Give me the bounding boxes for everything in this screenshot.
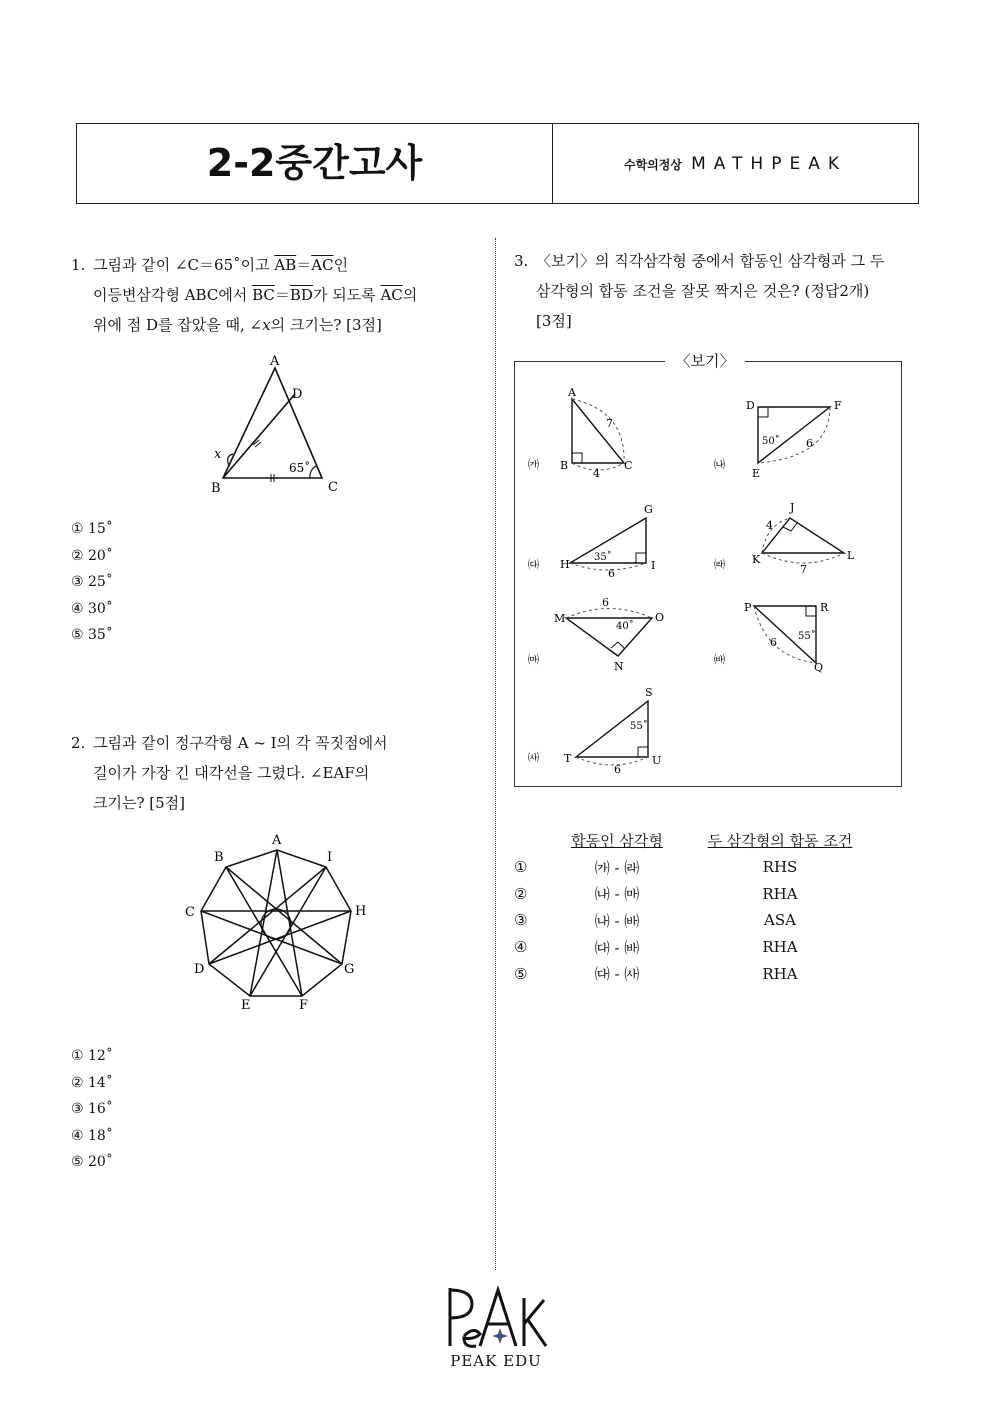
star-icon (492, 1328, 508, 1344)
vertex-c: C (185, 905, 195, 920)
vertex-b: B (211, 481, 221, 496)
tri-ma-n: N (614, 660, 624, 673)
vertex-a: A (272, 833, 282, 848)
question-2 (71, 728, 481, 818)
q1-choices (71, 516, 113, 649)
q1-choice-1[interactable]: ① 15˚ (71, 521, 113, 537)
vertex-e: E (241, 998, 251, 1013)
tri-sa-s: S (645, 686, 653, 699)
q2-choice-4[interactable]: ④ 18˚ (71, 1127, 113, 1144)
tri-na-f: F (834, 399, 842, 412)
q2-text: 크기는? [5점] (93, 794, 186, 812)
vertex-h: H (355, 904, 367, 919)
header-box (76, 123, 919, 204)
q1-choice-4[interactable]: ④ 30˚ (71, 600, 113, 617)
table-row[interactable] (512, 907, 880, 934)
tri-ga-a: A (568, 386, 576, 399)
tri-ra-side4: 4 (766, 519, 773, 532)
q1-text: 이등변삼각형 ABC에서 (93, 286, 253, 304)
q1-text: 의 (402, 286, 418, 304)
q1-text: 가 되도록 (312, 286, 381, 304)
q1-text: 인 (333, 256, 349, 274)
bogi-triangles (514, 361, 902, 787)
q2-choices (71, 1043, 113, 1176)
table-row[interactable] (512, 854, 880, 881)
row-pair: ㈎ - ㈑ (594, 858, 640, 877)
vertex-b: B (214, 850, 224, 865)
q2-choice-2[interactable]: ② 14˚ (71, 1074, 113, 1091)
tri-na-side6: 6 (806, 437, 813, 450)
tri-ma-side6: 6 (602, 596, 609, 609)
table-row[interactable] (512, 881, 880, 908)
q3-number: 3. (514, 252, 529, 270)
vertex-i: I (327, 850, 333, 865)
table-row[interactable] (512, 934, 880, 961)
q1-choice-3[interactable]: ③ 25˚ (71, 574, 113, 590)
tri-na-e: E (752, 467, 761, 480)
tri-ra-l: L (847, 549, 855, 562)
segment-ac: $\overline{AC}$ (311, 256, 334, 274)
tri-sa-angle: 55˚ (630, 721, 648, 732)
row-condition: RHA (762, 884, 798, 903)
brand (553, 124, 918, 203)
angle-x: x (214, 447, 222, 462)
vertex-g: G (344, 962, 355, 977)
brand-name: MATHPEAK (691, 154, 847, 174)
tag-na: ㈏ (714, 458, 725, 471)
tri-ba-angle: 55˚ (798, 631, 816, 642)
question-1 (71, 250, 481, 340)
tri-ra-side7: 7 (800, 563, 807, 576)
q1-eq: ＝ (296, 256, 312, 274)
q3-text: 〈보기〉의 직각삼각형 중에서 합동인 삼각형과 그 두 (536, 252, 885, 270)
row-pair: ㈏ - ㈒ (594, 885, 640, 904)
logo-text: PEAK EDU (450, 1352, 542, 1370)
row-condition: RHS (762, 858, 798, 877)
q3-text: [3점] (536, 312, 572, 330)
tri-ra-j: J (790, 501, 795, 514)
column-divider (495, 238, 496, 1270)
row-number: ③ (514, 911, 528, 930)
segment-ac: $\overline{AC}$ (380, 286, 403, 304)
tag-da: ㈐ (528, 558, 539, 571)
tri-da-angle: 35˚ (594, 552, 612, 563)
tag-sa: ㈔ (528, 751, 539, 764)
tri-da-g: G (644, 503, 653, 516)
vertex-d: D (292, 387, 303, 402)
row-number: ② (514, 884, 528, 903)
tri-ga-side4: 4 (593, 467, 600, 480)
q1-x-var: x (262, 316, 271, 334)
q2-choice-3[interactable]: ③ 16˚ (71, 1101, 113, 1117)
vertex-f: F (299, 998, 309, 1013)
row-number: ④ (514, 938, 528, 957)
tri-da-h: H (560, 558, 570, 571)
row-number: ⑤ (514, 964, 528, 983)
q1-choice-5[interactable]: ⑤ 35˚ (71, 627, 113, 643)
tri-ga-side7: 7 (606, 417, 613, 430)
bogi-title: 〈보기〉 (665, 350, 745, 372)
tri-sa-u: U (652, 754, 662, 767)
tri-sa-side6: 6 (614, 763, 621, 776)
brand-sub: 수학의정상 (624, 158, 682, 172)
tag-ra: ㈑ (714, 558, 725, 571)
q2-nonagon-figure (180, 828, 380, 1018)
q1-number: 1. (71, 256, 86, 274)
q2-choice-5[interactable]: ⑤ 20˚ (71, 1154, 113, 1170)
tag-ga: ㈎ (528, 458, 539, 471)
q1-text: 위에 점 D를 잡았을 때, ∠ (93, 316, 263, 334)
tri-na-angle: 50˚ (762, 436, 780, 447)
table-row[interactable] (512, 960, 880, 987)
q1-text: 그림과 같이 ∠C＝65˚이고 (93, 256, 275, 274)
tri-ma-angle: 40˚ (616, 621, 634, 632)
segment-ab: $\overline{AB}$ (274, 256, 297, 274)
q2-number: 2. (71, 734, 86, 752)
tri-da-i: I (651, 559, 656, 572)
row-condition: RHA (762, 964, 798, 983)
q1-eq: ＝ (274, 286, 290, 304)
tri-ra-k: K (752, 553, 761, 566)
q1-triangle-figure (200, 350, 350, 498)
segment-bd: $\overline{BD}$ (289, 286, 313, 304)
tag-ba: ㈓ (714, 653, 725, 666)
tri-da-side6: 6 (608, 567, 615, 580)
question-3 (514, 246, 924, 336)
row-number: ① (514, 858, 528, 877)
vertex-d: D (194, 962, 205, 977)
row-condition: RHA (762, 938, 798, 957)
tri-ma-o: O (655, 611, 665, 624)
tri-ga-b: B (560, 459, 569, 472)
col-header-pair: 합동인 삼각형 (571, 831, 663, 850)
row-pair: ㈏ - ㈓ (594, 911, 640, 930)
tri-ba-side6: 6 (770, 636, 777, 649)
vertex-c: C (328, 480, 338, 495)
row-condition: ASA (764, 911, 796, 930)
angle-65: 65˚ (289, 461, 311, 475)
row-pair: ㈐ - ㈔ (594, 965, 640, 984)
segment-bc: $\overline{BC}$ (252, 286, 275, 304)
tri-sa-t: T (564, 752, 572, 765)
row-pair: ㈐ - ㈓ (594, 938, 640, 957)
q1-text: 의 크기는? [3점] (270, 316, 382, 334)
vertex-a: A (270, 354, 280, 369)
col-header-condition: 두 삼각형의 합동 조건 (707, 831, 853, 850)
q1-choice-2[interactable]: ② 20˚ (71, 547, 113, 564)
q3-answer-table (512, 826, 880, 987)
tri-ga-c: C (624, 459, 633, 472)
q3-text: 삼각형의 합동 조건을 잘못 짝지은 것은? (정답2개) (536, 282, 870, 300)
tri-ma-m: M (554, 612, 566, 625)
q2-choice-1[interactable]: ① 12˚ (71, 1048, 113, 1064)
page-title: 2-2중간고사 (206, 141, 423, 185)
tri-ba-q: Q (814, 661, 824, 674)
tri-ba-r: R (820, 601, 829, 614)
tag-ma: ㈒ (528, 653, 539, 666)
q2-text: 길이가 가장 긴 대각선을 그렸다. ∠EAF의 (93, 764, 370, 782)
tri-ba-p: P (744, 601, 752, 614)
tri-na-d: D (746, 399, 755, 412)
q2-text: 그림과 같이 정구각형 A ~ I의 각 꼭짓점에서 (93, 734, 388, 752)
